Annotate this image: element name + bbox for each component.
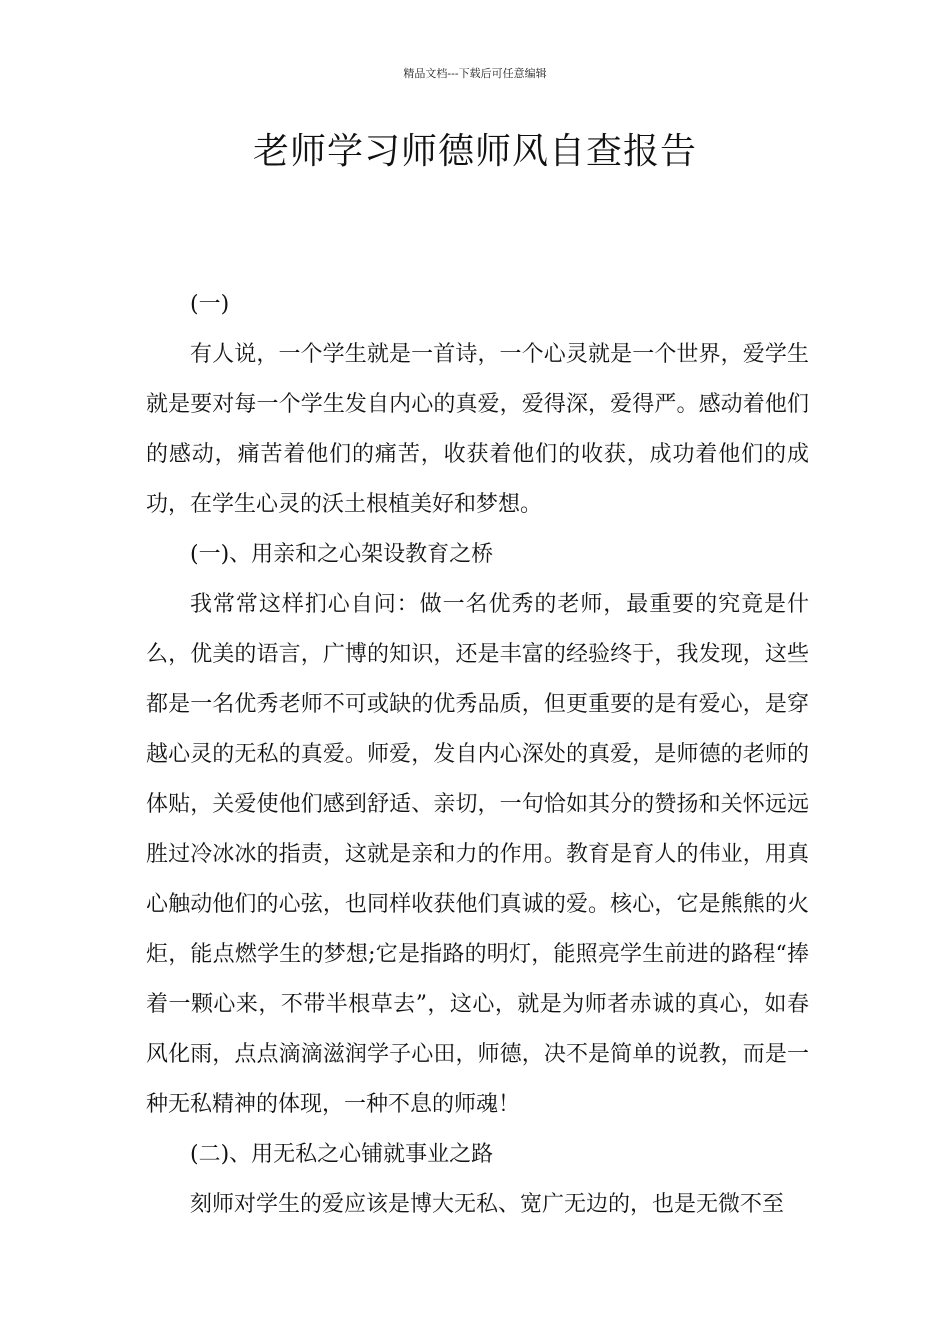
document-title: 老师学习师德师风自查报告 [252,131,697,172]
section-heading-2: (二)、用无私之心铺就事业之路 [190,1142,494,1167]
paragraph-section-1: 我常常这样扪心自问：做一名优秀的老师，最重要的究竟是什么，优美的语言，广博的知识，还是丰富的经验终于，我发现，这些都是一名优秀老师不可或缺的优秀品质，但更重要的是有爱心，是穿越心灵的无私的真爱。师爱，发自内心深处的真爱，是师德的老师的体贴，关爱使他们感到舒适、亲切，一句恰如其分的赞扬和关怀远远胜过冷冰冰的指责，这就是亲和力的作用。教育是育人的伟业，用真心触动他们的心弦，也同样收获他们真诚的爱。核心，它是熊熊的火炬，能点燃学生的梦想;它是指路的明灯，能照亮学生前进的路程“捧着一颗心来，不带半根草去”，这心，就是为师者赤诚的真心，如春风化雨，点点滴滴滋润学子心田，师德，决不是简单的说教，而是一种无私精神的体现，一种不息的师魂！ [146,592,809,1117]
section-heading-1: (一)、用亲和之心架设教育之桥 [190,542,494,567]
paragraph-intro: 有人说，一个学生就是一首诗，一个心灵就是一个世界，爱学生就是要对每一个学生发自内心的真爱，爱得深，爱得严。感动着他们的感动，痛苦着他们的痛苦，收获着他们的收获，成功着他们的成功，在学生心灵的沃土根植美好和梦想。 [146,342,809,517]
paragraph-section-marker: (一) [190,292,230,317]
paragraph-section-2: 刻师对学生的爱应该是博大无私、宽广无边的，也是无微不至 [190,1192,785,1217]
document-body [146,280,809,1230]
header-note: 精品文档---下载后可任意编辑 [403,67,547,80]
